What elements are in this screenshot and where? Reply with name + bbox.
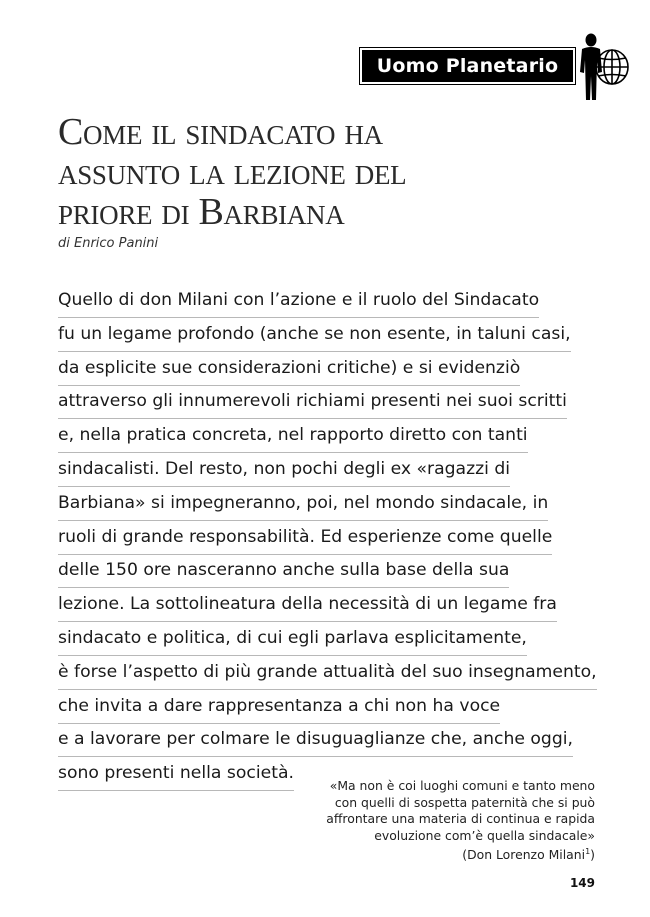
page-number: 149 [569,876,595,890]
title-line: Come il sindacato ha [58,111,383,153]
body-line: attraverso gli innumerevoli richiami presenti nei suoi scritti [58,387,578,421]
body-line: è forse l’aspetto di più grande attualità del suo insegnamento, [58,658,578,692]
article-body [58,286,597,793]
section-label: Uomo Planetario [362,50,573,82]
body-line: sono presenti nella società. [58,759,578,793]
body-line: da esplicite sue considerazioni critiche) e si evidenziò [58,354,578,388]
body-line: delle 150 ore nasceranno anche sulla base della sua [58,556,578,590]
body-line: sindacato e politica, di cui egli parlava esplicitamente, [58,624,578,658]
man-with-globe-icon [574,30,630,102]
body-line: che invita a dare rappresentanza a chi non ha voce [58,692,578,726]
body-line: e a lavorare per colmare le disuguaglianze che, anche oggi, [58,725,578,759]
quote-line: «Ma non è coi luoghi comuni e tanto meno [329,778,595,793]
body-line: ruoli di grande responsabilità. Ed esperienze come quelle [58,523,578,557]
quote-attribution: (Don Lorenzo Milani$^1$) [462,847,595,863]
quote-line: con quelli di sospetta paternità che si può [334,794,595,810]
title-line: priore di Barbiana [58,191,345,233]
body-line: Quello di don Milani con l’azione e il ruolo del Sindacato [58,286,578,320]
title-line: assunto la lezione del [58,151,407,193]
page-header [362,30,632,102]
quote-line: affrontare una materia di continua e rapida [326,811,595,826]
author-byline: di Enrico Panini [58,236,159,251]
body-line: fu un legame profondo (anche se non esente, in taluni casi, [58,320,578,354]
body-line: Barbiana» si impegneranno, poi, nel mondo sindacale, in [58,489,578,523]
footnote-ref[interactable]: 1 [585,847,591,856]
body-line: sindacalisti. Del resto, non pochi degli ex «ragazzi di [58,455,578,489]
epigraph-quote [295,778,595,864]
body-line: lezione. La sottolineatura della necessità di un legame fra [58,590,578,624]
body-line: e, nella pratica concreta, nel rapporto diretto con tanti [58,421,578,455]
article-title [58,112,598,232]
quote-line: evoluzione com’è quella sindacale» [374,827,595,843]
